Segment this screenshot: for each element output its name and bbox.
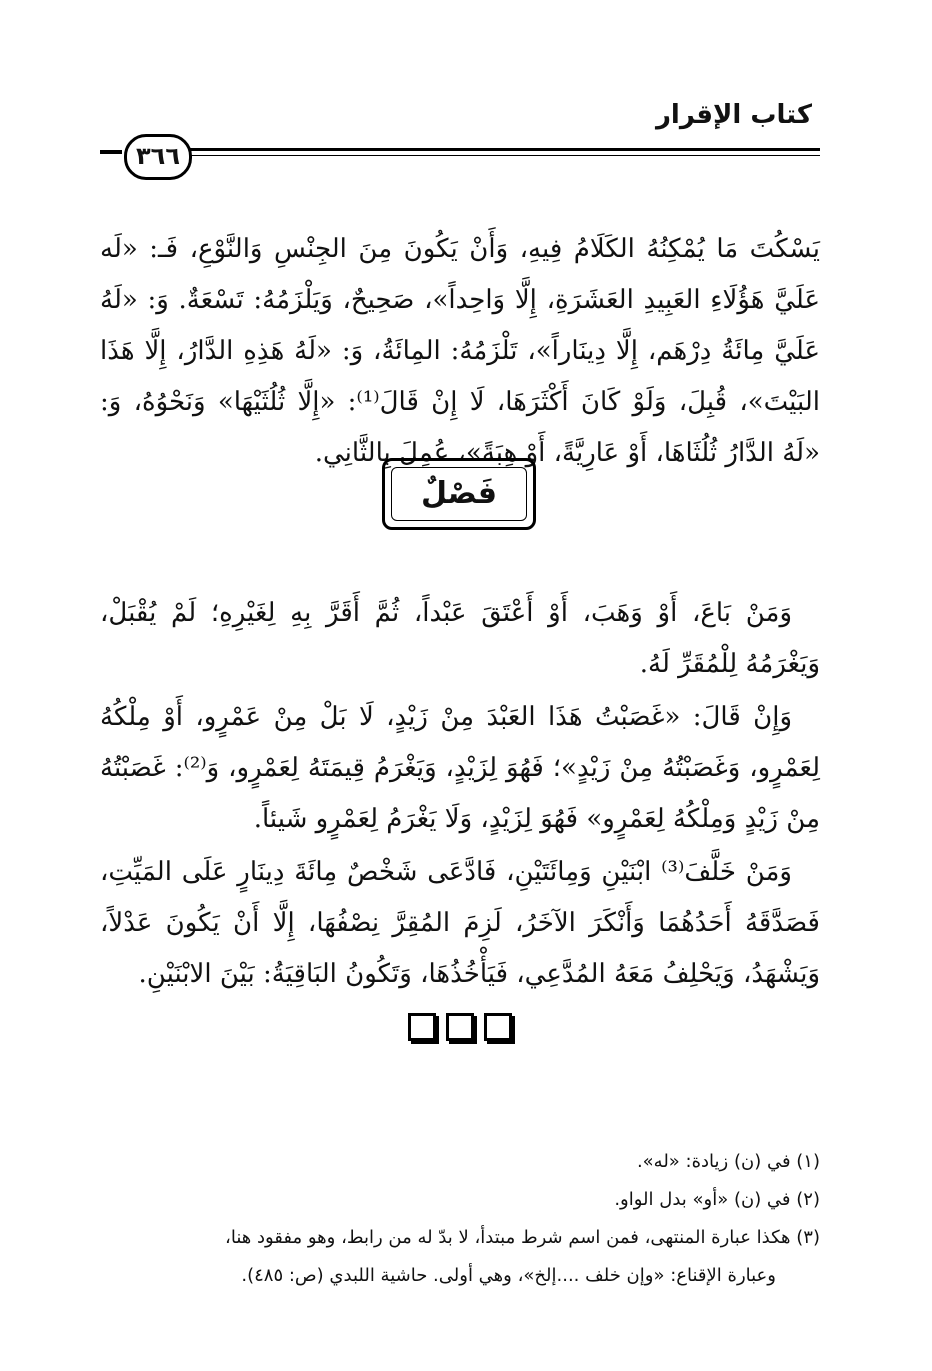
- ornament-square-icon: [484, 1013, 512, 1041]
- paragraph-2: وَمَنْ بَاعَ، أَوْ وَهَبَ، أَوْ أَعْتَقَ عَبْداً، ثُمَّ أَقَرَّ بِهِ لِغَيْرِهِ؛ لَمْ يُقْبَلْ، وَيَغْرَمُهُ لِلْمُقَرِّ لَهُ.: [100, 598, 820, 679]
- footnote-2: (٢) في (ن) «أو» بدل الواو.: [614, 1189, 820, 1210]
- section-end-ornament: [408, 1013, 518, 1043]
- header-rule-thick: [180, 148, 820, 151]
- header-rule-thin: [180, 155, 820, 156]
- ornament-square-icon: [446, 1013, 474, 1041]
- page-header: [100, 100, 820, 180]
- page-number: ٣٦٦: [124, 134, 192, 180]
- footnote-3: (٣) هكذا عبارة المنتهى، فمن اسم شرط مبتدأ، لا بدّ له من رابط، وهو مفقود هنا،: [225, 1227, 820, 1248]
- footnote-1: (١) في (ن) زيادة: «له».: [636, 1151, 820, 1172]
- section-heading-inner-frame: [391, 467, 527, 521]
- footnotes: [100, 1143, 820, 1295]
- book-title: كتاب الإقرار: [655, 100, 812, 130]
- paragraph-1: يَسْكُتَ مَا يُمْكِنُهُ الكَلَامُ فِيهِ، وَأَنْ يَكُونَ مِنَ الجِنْسِ وَالنَّوْعِ، فَـ: «لَه عَلَيَّ هَؤُلَاءِ العَبِيدِ العَشَرَةِ، إِلَّا وَاحِداً»، صَحِيحٌ، وَيَلْزَمُهُ: تَسْعَةٌ. وَ: «لَهُ عَلَيَّ مِائَةُ دِرْهَم، إِلَّا دِينَاراً»، تَلْزَمُهُ: المِائَةُ، وَ: «لَهُ هَذِهِ الدَّارُ، إِلَّا هَذَا البَيْتَ»، قُبِلَ، وَلَوْ كَانَ أَكْثَرَهَا، لَا إِنْ قَالَ⁽¹⁾: «إِلَّا ثُلُثَيْهَا» وَنَحْوُهُ، وَ: «لَهُ الدَّارُ ثُلُثَاهَا، أَوْ عَارِيَّةً، أَوْ هِبَةً»، عُمِلَ بِالثَّانِي.: [100, 234, 820, 468]
- header-rule-stub: [100, 150, 122, 154]
- paragraph-4: وَمَنْ خَلَّفَ⁽³⁾ ابْنَيْنِ وَمِائَتَيْنِ، فَادَّعَى شَخْصٌ مِائَةَ دِينَارٍ عَلَى المَيِّتِ، فَصَدَّقَهُ أَحَدُهُمَا وَأَنْكَرَ الآخَرُ، لَزِمَ المُقِرَّ نِصْفُهَا، إِلَّا أَنْ يَكُونَ عَدْلاً، وَيَشْهَدُ، وَيَحْلِفُ مَعَهُ المُدَّعِي، فَيَأْخُذُهَا، وَتَكُونُ البَاقِيَةُ: بَيْنَ الابْنَيْنِ.: [100, 857, 820, 989]
- ornament-square-icon: [408, 1013, 436, 1041]
- paragraph-3: وَإِنْ قَالَ: «غَصَبْتُ هَذَا العَبْدَ مِنْ زَيْدٍ، لَا بَلْ مِنْ عَمْرٍو، أَوْ مِلْكُهُ لِعَمْرٍو، وَغَصَبْتُهُ مِنْ زَيْدٍ»؛ فَهُوَ لِزَيْدٍ، وَيَغْرَمُ قِيمَتَهُ لِعَمْرٍو، وَ⁽²⁾: غَصَبْتُهُ مِنْ زَيْدٍ وَمِلْكُهُ لِعَمْرٍو» فَهُوَ لِزَيْدٍ، وَلَا يَغْرَمُ لِعَمْرٍو شَيئاً.: [100, 702, 820, 834]
- section-heading-frame: [382, 458, 536, 530]
- footnote-3-continuation: وعبارة الإقناع: «وإن خلف ....إلخ»، وهي أولى. حاشية اللبدي (ص: ٤٨٥).: [241, 1265, 776, 1286]
- section-heading: فَصْلٌ: [421, 476, 497, 511]
